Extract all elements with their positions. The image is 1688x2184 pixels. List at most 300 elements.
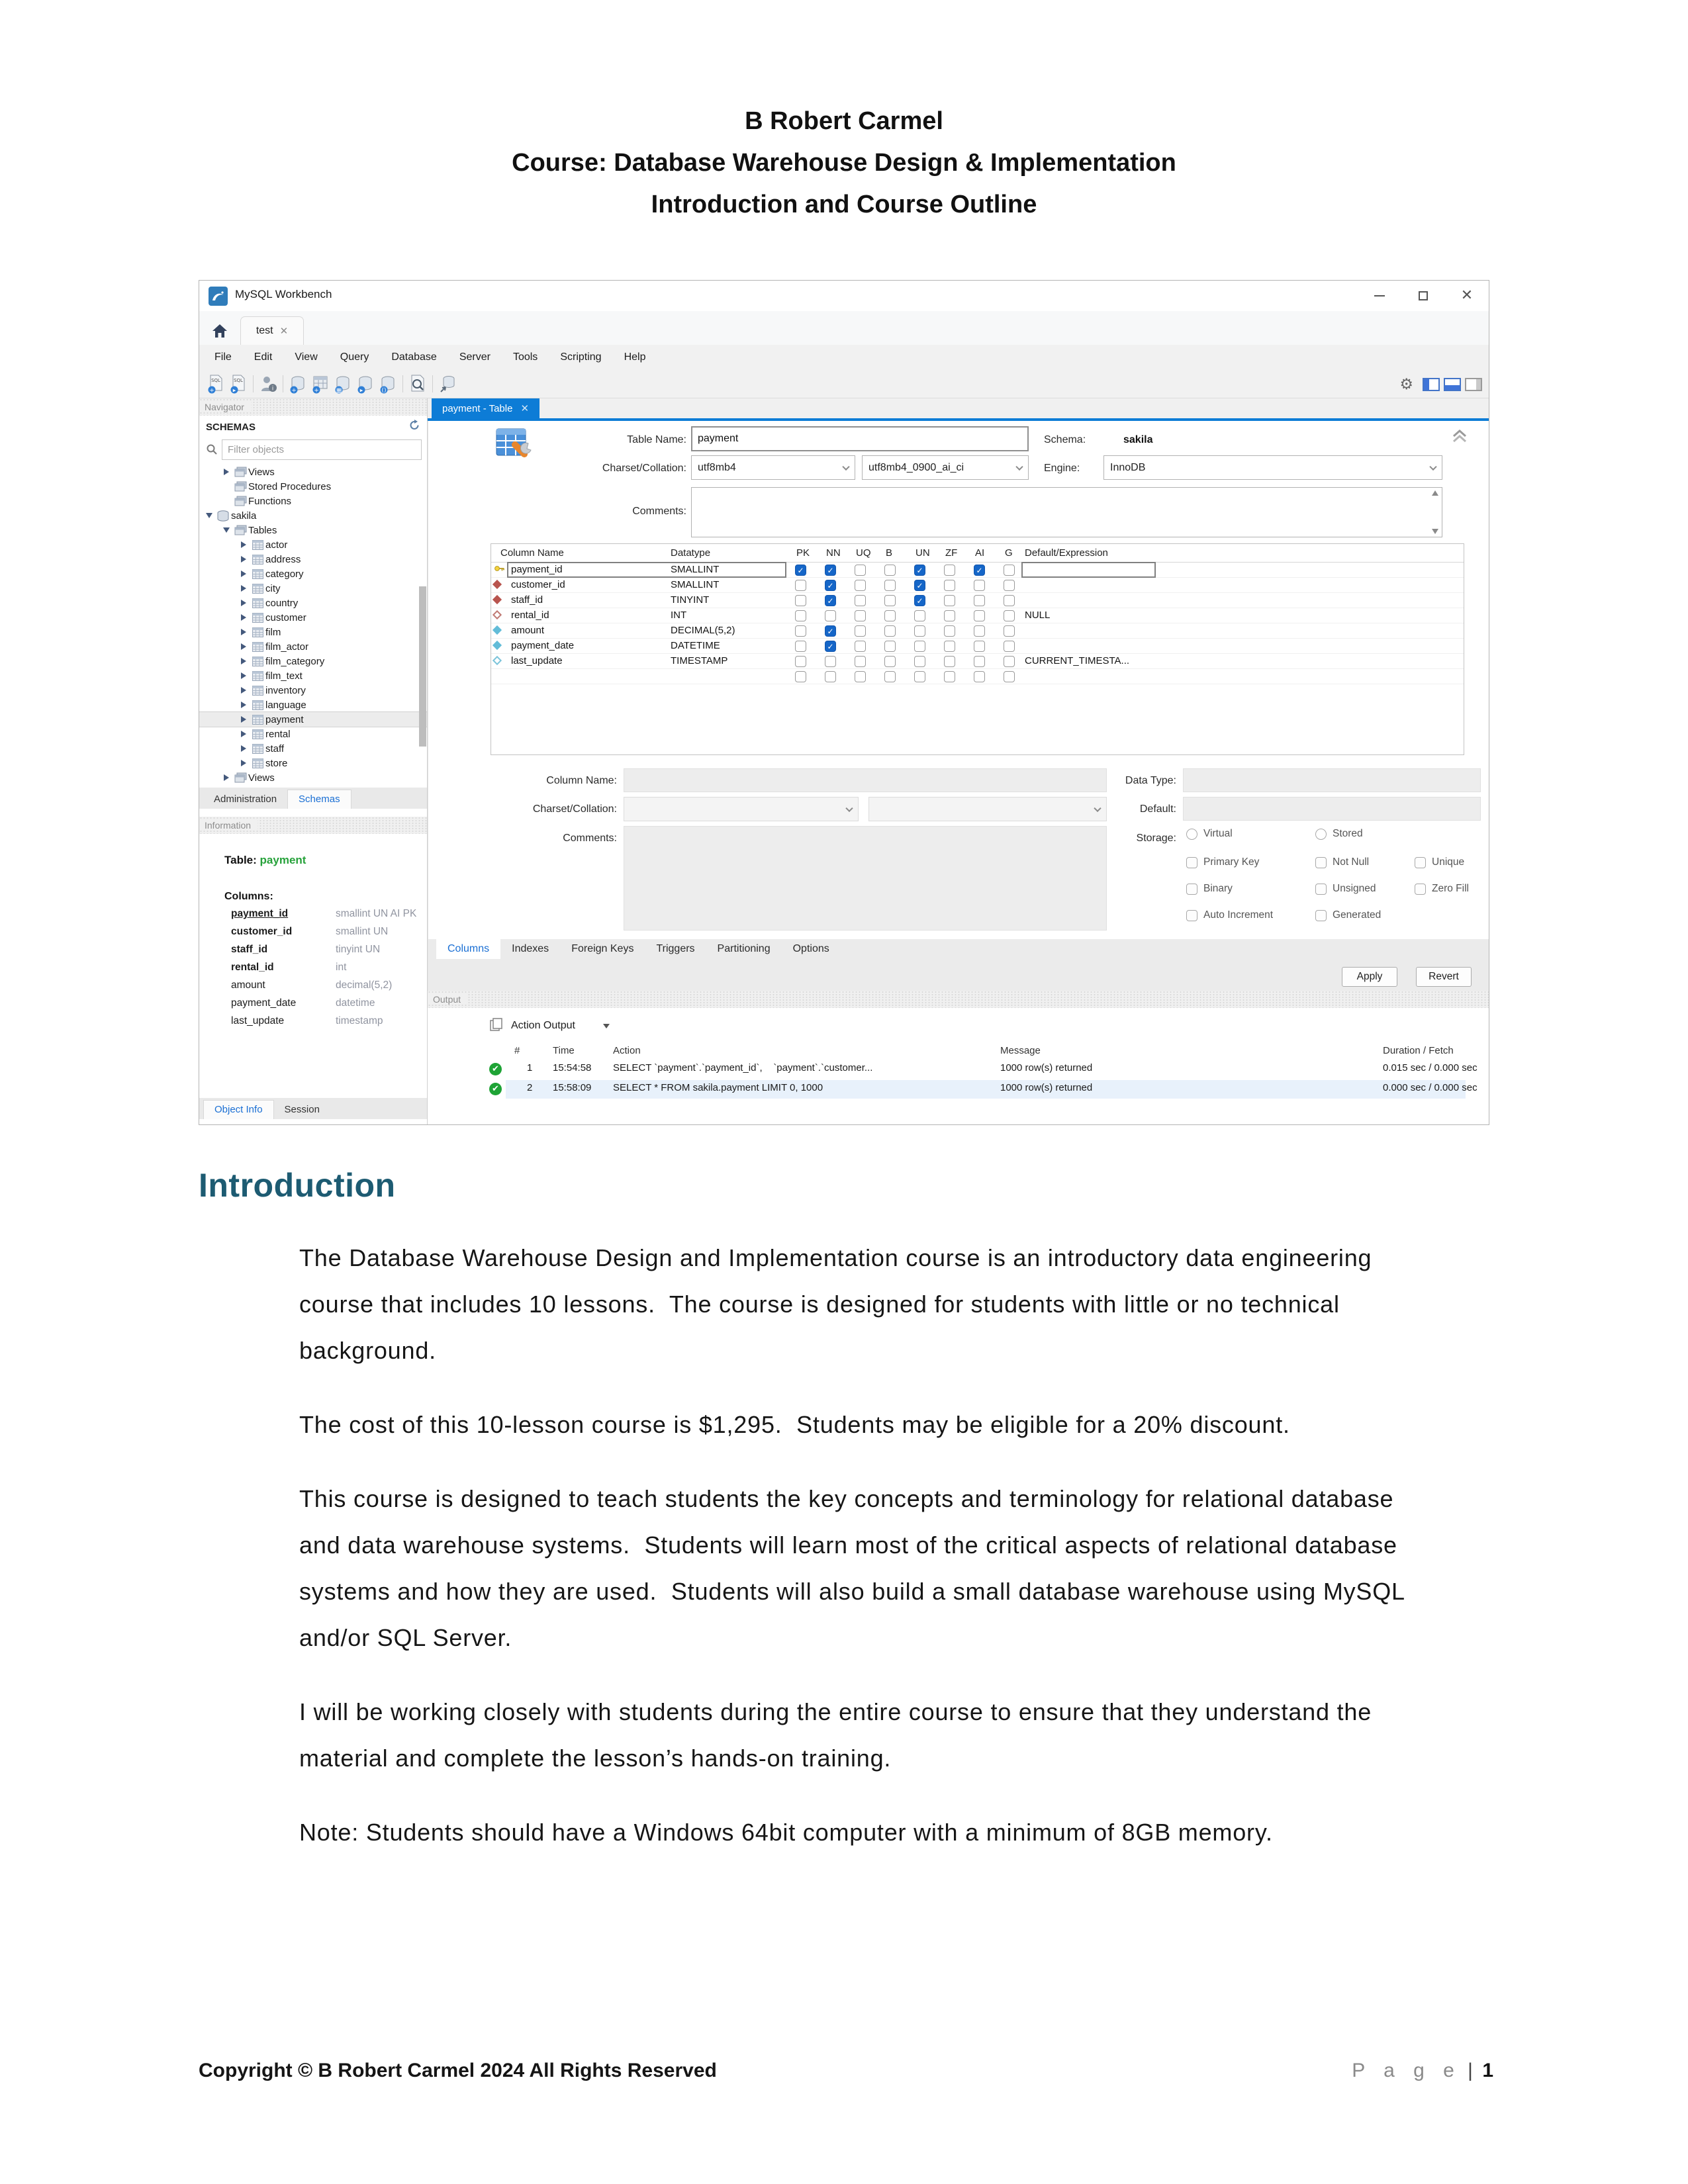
grid-header-pk: PK <box>796 547 810 559</box>
table-icon <box>250 715 265 725</box>
toggle-right-sidebar-icon[interactable] <box>1465 378 1482 391</box>
engine-dropdown[interactable] <box>1103 455 1442 480</box>
user-administration-icon[interactable] <box>257 372 279 396</box>
output-row[interactable] <box>428 1060 1489 1079</box>
table-icon <box>250 671 265 681</box>
tree-item-label: film <box>265 626 281 638</box>
grid-row-staff-id[interactable] <box>491 593 1464 608</box>
checkbox-g[interactable] <box>1004 610 1015 621</box>
checkbox-zf[interactable] <box>944 625 955 637</box>
checkbox-label: Generated <box>1333 909 1382 921</box>
grid-row-payment-date[interactable] <box>491 639 1464 654</box>
detail-data-type-input[interactable] <box>1183 768 1481 792</box>
charset-collation-label: Charset/Collation: <box>602 463 686 474</box>
checkbox-un[interactable] <box>914 641 925 652</box>
mysql-workbench-logo-icon <box>209 287 228 306</box>
chevron-right-icon[interactable] <box>238 585 250 592</box>
table-icon <box>250 540 265 550</box>
tree-item-film-text[interactable] <box>199 668 427 683</box>
checkbox-nn[interactable] <box>825 671 836 682</box>
grid-cell-datatype[interactable]: SMALLINT <box>671 564 720 575</box>
menu-tools[interactable]: Tools <box>512 351 538 363</box>
checkbox-uq[interactable] <box>855 595 866 606</box>
chevron-right-icon[interactable] <box>238 658 250 664</box>
tab-options[interactable]: Options <box>792 943 829 954</box>
chevron-right-icon[interactable] <box>238 731 250 737</box>
tree-item-country[interactable] <box>199 596 427 610</box>
paragraph: The Database Warehouse Design and Implementation course is an introductory data engineering course that includes 10 lessons. The course is designed for students with little or no technical background. <box>299 1244 1380 1364</box>
checkbox-uq[interactable] <box>855 580 866 591</box>
chevron-down-icon <box>603 1024 610 1028</box>
grid-header-default-expression: Default/Expression <box>1025 547 1108 559</box>
menu-help[interactable]: Help <box>624 351 646 363</box>
checkbox-g[interactable] <box>1004 625 1015 637</box>
checkbox-icon <box>1415 857 1426 868</box>
info-column-type: datetime <box>336 997 375 1009</box>
menu-database[interactable]: Database <box>391 351 437 363</box>
checkbox-g[interactable] <box>1004 595 1015 606</box>
checkbox-b[interactable] <box>884 656 896 667</box>
comments-label: Comments: <box>632 506 686 517</box>
detail-collation-dropdown[interactable] <box>868 797 1107 821</box>
svg-text:+: + <box>209 387 214 394</box>
checkbox-g[interactable] <box>1004 580 1015 591</box>
checkbox-zero-fill[interactable] <box>1415 883 1469 895</box>
checkbox-label: Unsigned <box>1333 883 1376 894</box>
checkbox-g[interactable] <box>1004 641 1015 652</box>
checkbox-uq[interactable] <box>855 656 866 667</box>
close-button[interactable]: ✕ <box>1460 287 1474 304</box>
output-cell-time: 15:58:09 <box>553 1082 592 1093</box>
checkbox-uq[interactable] <box>855 641 866 652</box>
checkbox-uq[interactable] <box>855 625 866 637</box>
collation-dropdown[interactable] <box>862 455 1029 480</box>
detail-default-input[interactable] <box>1183 797 1481 821</box>
checkbox-primary-key[interactable] <box>1186 856 1259 868</box>
output-header-message: Message <box>1000 1045 1041 1056</box>
checkbox-not-null[interactable] <box>1315 856 1369 868</box>
checkbox-b[interactable] <box>884 580 896 591</box>
info-column-row <box>231 1015 423 1033</box>
checkbox-un[interactable]: ✓ <box>914 565 925 576</box>
page-footer <box>199 2060 1493 2082</box>
grid-row-payment-id[interactable] <box>491 563 1464 578</box>
checkbox-generated[interactable] <box>1315 909 1381 921</box>
grid-cell-column-name[interactable]: customer_id <box>511 579 565 590</box>
output-header <box>428 991 1489 1008</box>
tree-item-actor[interactable] <box>199 537 427 552</box>
charset-dropdown[interactable] <box>691 455 855 480</box>
checkbox-icon <box>1186 857 1197 868</box>
tab-partitioning[interactable]: Partitioning <box>717 943 771 954</box>
checkbox-ai[interactable] <box>974 580 985 591</box>
tree-item-functions[interactable] <box>199 494 427 508</box>
tree-item-label: country <box>265 597 299 609</box>
chevron-right-icon[interactable] <box>238 570 250 577</box>
open-sql-script-icon[interactable] <box>227 372 250 396</box>
action-output-selector[interactable] <box>486 1015 671 1037</box>
checkbox-ai[interactable] <box>974 656 985 667</box>
checkbox-ai[interactable] <box>974 595 985 606</box>
grid-cell-column-name[interactable]: rental_id <box>511 610 549 621</box>
tree-item-stored-procedures[interactable] <box>199 479 427 494</box>
home-tab-icon[interactable] <box>205 316 235 345</box>
chevron-right-icon[interactable] <box>238 760 250 766</box>
checkbox-zf[interactable] <box>944 641 955 652</box>
radio-stored[interactable] <box>1315 828 1363 840</box>
stacked-panels-icon <box>490 1018 503 1034</box>
svg-text:▸: ▸ <box>232 387 236 394</box>
column-flag-icon <box>494 625 500 636</box>
tab-close-icon[interactable]: ✕ <box>279 325 289 337</box>
radio-icon <box>1315 829 1327 840</box>
grid-cell-default[interactable]: NULL <box>1025 610 1051 621</box>
tab-test-label: test <box>256 325 273 336</box>
chevron-right-icon[interactable] <box>238 687 250 694</box>
page-number-block <box>1352 2060 1493 2082</box>
chevron-right-icon[interactable] <box>238 600 250 606</box>
checkbox-icon <box>1315 884 1327 895</box>
checkbox-ai[interactable] <box>974 671 985 682</box>
checkbox-nn[interactable] <box>825 656 836 667</box>
checkbox-pk[interactable] <box>795 656 806 667</box>
checkbox-uq[interactable] <box>855 565 866 576</box>
info-columns-label: Columns: <box>224 891 273 902</box>
info-table-line <box>224 854 306 867</box>
checkbox-ai[interactable] <box>974 625 985 637</box>
output-header-time: Time <box>553 1045 575 1056</box>
info-columns-list <box>231 908 423 1033</box>
paragraph: Note: Students should have a Windows 64bit computer with a minimum of 8GB memory. <box>299 1819 1273 1846</box>
tree-item-label: payment <box>265 713 304 725</box>
checkbox-zf[interactable] <box>944 656 955 667</box>
checkbox-ai[interactable]: ✓ <box>974 565 985 576</box>
svg-text:▦: ▦ <box>336 387 342 394</box>
checkbox-b[interactable] <box>884 625 896 637</box>
info-column-type: decimal(5,2) <box>336 979 393 991</box>
checkbox-pk[interactable] <box>795 671 806 682</box>
checkbox-nn[interactable]: ✓ <box>825 565 836 576</box>
tree-item-language[interactable] <box>199 698 427 712</box>
filter-objects-input[interactable]: Filter objects <box>222 439 422 460</box>
checkbox-zf[interactable] <box>944 580 955 591</box>
output-header-: # <box>514 1045 520 1056</box>
checkbox-b[interactable] <box>884 641 896 652</box>
create-procedure-icon[interactable] <box>354 372 377 396</box>
create-table-icon[interactable] <box>309 372 332 396</box>
window-title: MySQL Workbench <box>235 288 332 300</box>
document-tabbar <box>428 398 1489 418</box>
grid-cell-default[interactable]: CURRENT_TIMESTA... <box>1025 655 1130 666</box>
tree-item-category[interactable] <box>199 567 427 581</box>
tree-item-customer[interactable] <box>199 610 427 625</box>
checkbox-nn[interactable]: ✓ <box>825 641 836 652</box>
checkbox-un[interactable] <box>914 610 925 621</box>
output-cell-duration: 0.015 sec / 0.000 sec <box>1383 1062 1477 1073</box>
tree-item-film[interactable] <box>199 625 427 639</box>
output-header-label: Output <box>428 994 467 1005</box>
column-flag-icon <box>494 610 500 621</box>
checkbox-un[interactable] <box>914 625 925 637</box>
tree-item-inventory[interactable] <box>199 683 427 698</box>
table-icon <box>250 729 265 739</box>
info-column-type: smallint UN <box>336 926 389 937</box>
tree-item-tables[interactable] <box>199 523 427 537</box>
chevron-right-icon[interactable] <box>238 716 250 723</box>
checkbox-zf[interactable] <box>944 671 955 682</box>
table-editor <box>428 421 1489 991</box>
tab-columns[interactable]: Columns <box>436 939 500 959</box>
info-column-row <box>231 962 423 979</box>
tree-item-label: language <box>265 699 306 711</box>
copyright-text: Copyright © B Robert Carmel 2024 All Rights Reserved <box>199 2060 717 2081</box>
grid-cell-column-name[interactable]: payment_date <box>511 640 575 651</box>
tree-item-views[interactable] <box>199 770 427 785</box>
tab-test[interactable] <box>240 316 304 345</box>
checkbox-binary[interactable] <box>1186 883 1233 895</box>
checkbox-zf[interactable] <box>944 595 955 606</box>
new-sql-tab-icon[interactable] <box>205 372 227 396</box>
checkbox-nn[interactable]: ✓ <box>825 625 836 637</box>
menu-view[interactable]: View <box>295 351 318 363</box>
grid-cell-column-name[interactable]: staff_id <box>511 594 543 606</box>
comments-textarea[interactable] <box>691 487 1442 537</box>
tree-item-film-category[interactable] <box>199 654 427 668</box>
chevron-right-icon[interactable] <box>238 643 250 650</box>
navigator-scrollbar[interactable] <box>419 586 426 747</box>
tree-item-film-actor[interactable] <box>199 639 427 654</box>
checkbox-g[interactable] <box>1004 656 1015 667</box>
chevron-right-icon[interactable] <box>238 672 250 679</box>
tab-triggers[interactable]: Triggers <box>656 943 695 954</box>
tree-item-city[interactable] <box>199 581 427 596</box>
chevron-right-icon[interactable] <box>238 745 250 752</box>
checkbox-b[interactable] <box>884 610 896 621</box>
minimize-button[interactable] <box>1358 281 1401 311</box>
tab-foreign-keys[interactable]: Foreign Keys <box>571 943 634 954</box>
checkbox-pk[interactable] <box>795 625 806 637</box>
checkbox-pk[interactable] <box>795 641 806 652</box>
tab-object-info[interactable]: Object Info <box>203 1100 274 1119</box>
chevron-down-icon <box>1015 463 1023 470</box>
grid-cell-datatype[interactable]: TINYINT <box>671 594 710 606</box>
grid-cell-datatype[interactable]: TIMESTAMP <box>671 655 728 666</box>
info-table-name: payment <box>259 854 306 866</box>
checkbox-pk[interactable] <box>795 580 806 591</box>
checkbox-zf[interactable] <box>944 565 955 576</box>
scrollbar[interactable] <box>1431 490 1439 534</box>
detail-charset-dropdown[interactable] <box>624 797 859 821</box>
checkbox-nn[interactable]: ✓ <box>825 595 836 606</box>
header-line-subtitle: Introduction and Course Outline <box>651 191 1037 218</box>
chevron-right-icon[interactable] <box>238 629 250 635</box>
apply-button[interactable]: Apply <box>1342 967 1397 987</box>
chevron-down-icon[interactable] <box>220 527 232 533</box>
chevron-down-icon <box>842 463 849 470</box>
schema-tree <box>199 465 427 785</box>
create-function-icon[interactable] <box>377 372 399 396</box>
tree-item-label: inventory <box>265 684 306 696</box>
tree-item-payment[interactable] <box>199 712 427 727</box>
grid-header-ai: AI <box>975 547 985 559</box>
output-row[interactable] <box>428 1080 1489 1099</box>
tree-item-staff[interactable] <box>199 741 427 756</box>
toggle-bottom-panel-icon[interactable] <box>1444 378 1461 391</box>
navigator-panel <box>199 398 428 1125</box>
table-name-input[interactable]: payment <box>691 426 1029 451</box>
tree-item-address[interactable] <box>199 552 427 567</box>
output-panel <box>428 1008 1489 1125</box>
mysql-workbench-window <box>199 280 1489 1125</box>
checkbox-un[interactable] <box>914 671 925 682</box>
checkbox-nn[interactable]: ✓ <box>825 580 836 591</box>
checkbox-auto-increment[interactable] <box>1186 909 1273 921</box>
tree-item-views[interactable] <box>199 465 427 479</box>
menu-scripting[interactable]: Scripting <box>560 351 602 363</box>
toggle-left-sidebar-icon[interactable] <box>1423 378 1440 391</box>
tree-item-rental[interactable] <box>199 727 427 741</box>
page-separator: | <box>1468 2060 1473 2081</box>
revert-button[interactable]: Revert <box>1416 967 1472 987</box>
checkbox-b[interactable] <box>884 595 896 606</box>
grid-row-customer-id[interactable] <box>491 578 1464 593</box>
info-column-type: int <box>336 962 347 973</box>
tree-item-label: store <box>265 757 288 769</box>
checkbox-pk[interactable]: ✓ <box>795 565 806 576</box>
info-column-row <box>231 997 423 1015</box>
output-cell-action: SELECT `payment`.`payment_id`, `payment`.`customer... <box>613 1062 873 1073</box>
refresh-icon[interactable] <box>408 420 421 434</box>
menu-edit[interactable]: Edit <box>254 351 273 363</box>
radio-label: Stored <box>1333 828 1363 839</box>
grid-header-uq: UQ <box>856 547 871 559</box>
chevron-right-icon[interactable] <box>238 541 250 548</box>
tab-indexes[interactable]: Indexes <box>512 943 549 954</box>
checkbox-un[interactable] <box>914 656 925 667</box>
grid-row-rental-id[interactable] <box>491 608 1464 623</box>
tree-item-label: Tables <box>248 524 277 536</box>
success-check-icon: ✔ <box>489 1063 502 1075</box>
checkbox-zf[interactable] <box>944 610 955 621</box>
maximize-button[interactable] <box>1401 281 1445 311</box>
collapse-header-icon[interactable] <box>1451 428 1468 448</box>
checkbox-label: Primary Key <box>1203 856 1260 868</box>
menu-file[interactable]: File <box>214 351 232 363</box>
radio-virtual[interactable] <box>1186 828 1233 840</box>
grid-cell-column-name[interactable]: amount <box>511 625 545 636</box>
info-column-row <box>231 979 423 997</box>
output-cell-action: SELECT * FROM sakila.payment LIMIT 0, 1000 <box>613 1082 823 1093</box>
chevron-right-icon[interactable] <box>220 774 232 781</box>
grid-cell-column-name[interactable]: last_update <box>511 655 563 666</box>
grid-cell-column-name[interactable]: payment_id <box>511 564 563 575</box>
grid-cell-datatype[interactable]: DATETIME <box>671 640 720 651</box>
checkbox-b[interactable] <box>884 565 896 576</box>
tab-schemas[interactable]: Schemas <box>287 790 352 809</box>
checkbox-g[interactable] <box>1004 565 1015 576</box>
tab-session[interactable]: Session <box>284 1104 320 1115</box>
chevron-right-icon[interactable] <box>238 614 250 621</box>
sheets-icon <box>232 467 248 477</box>
tree-item-label: rental <box>265 728 291 740</box>
page-number: 1 <box>1482 2060 1493 2081</box>
chevron-right-icon[interactable] <box>238 702 250 708</box>
menu-query[interactable]: Query <box>340 351 369 363</box>
checkbox-pk[interactable] <box>795 595 806 606</box>
checkbox-uq[interactable] <box>855 671 866 682</box>
navigator-bottom-tabs <box>199 788 427 809</box>
checkbox-un[interactable]: ✓ <box>914 580 925 591</box>
menu-server[interactable]: Server <box>459 351 491 363</box>
grid-row-amount[interactable] <box>491 623 1464 639</box>
checkbox-b[interactable] <box>884 671 896 682</box>
grid-cell-datatype[interactable]: SMALLINT <box>671 579 720 590</box>
checkbox-unsigned[interactable] <box>1315 883 1376 895</box>
tree-item-label: category <box>265 568 304 580</box>
svg-text:+: + <box>291 387 297 394</box>
tab-administration[interactable]: Administration <box>214 794 277 805</box>
page-word: P a g e <box>1352 2060 1461 2081</box>
grid-row-last-update[interactable] <box>491 654 1464 669</box>
information-panel <box>199 834 427 1098</box>
preferences-gear-icon[interactable]: ⚙ <box>1399 375 1413 393</box>
checkbox-ai[interactable] <box>974 641 985 652</box>
create-schema-icon[interactable] <box>287 372 309 396</box>
detail-column-name-input[interactable] <box>624 768 1107 792</box>
checkbox-pk[interactable] <box>795 610 806 621</box>
info-column-name: amount <box>231 979 265 991</box>
toolbar <box>199 370 1489 398</box>
header-line-author: B Robert Carmel <box>745 107 943 135</box>
grid-cell-datatype[interactable]: INT <box>671 610 687 621</box>
create-view-icon[interactable] <box>332 372 354 396</box>
navigator-header-label: Navigator <box>199 402 251 412</box>
search-table-data-icon[interactable] <box>406 372 429 396</box>
schema-value: sakila <box>1123 434 1153 445</box>
tab-payment-table[interactable] <box>432 398 539 418</box>
svg-text:SQL: SQL <box>211 378 220 383</box>
checkbox-g[interactable] <box>1004 671 1015 682</box>
columns-grid <box>491 543 1464 755</box>
radio-label: Virtual <box>1203 828 1233 839</box>
checkbox-nn[interactable] <box>825 610 836 621</box>
grid-row[interactable] <box>491 669 1464 684</box>
detail-comments-textarea[interactable] <box>624 826 1107 931</box>
grid-cell-datatype[interactable]: DECIMAL(5,2) <box>671 625 735 636</box>
output-cell-number: 1 <box>527 1062 533 1073</box>
tree-item-sakila[interactable] <box>199 508 427 523</box>
chevron-right-icon[interactable] <box>238 556 250 563</box>
tree-item-store[interactable] <box>199 756 427 770</box>
checkbox-ai[interactable] <box>974 610 985 621</box>
section-title: Introduction <box>199 1167 396 1204</box>
info-table-label: Table: <box>224 854 257 866</box>
chevron-down-icon[interactable] <box>203 513 215 518</box>
checkbox-un[interactable]: ✓ <box>914 595 925 606</box>
checkbox-unique[interactable] <box>1415 856 1464 868</box>
info-column-row <box>231 926 423 944</box>
schemas-panel <box>199 416 427 788</box>
tab-close-icon[interactable]: ✕ <box>520 402 530 414</box>
output-cell-time: 15:54:58 <box>553 1062 592 1073</box>
grid-header-zf: ZF <box>945 547 958 559</box>
chevron-right-icon[interactable] <box>220 469 232 475</box>
output-header-duration-fetch: Duration / Fetch <box>1383 1045 1454 1056</box>
output-cell-message: 1000 row(s) returned <box>1000 1082 1093 1093</box>
reconnect-database-icon[interactable] <box>436 372 459 396</box>
header-line-course: Course: Database Warehouse Design & Implementation <box>512 149 1176 177</box>
checkbox-uq[interactable] <box>855 610 866 621</box>
